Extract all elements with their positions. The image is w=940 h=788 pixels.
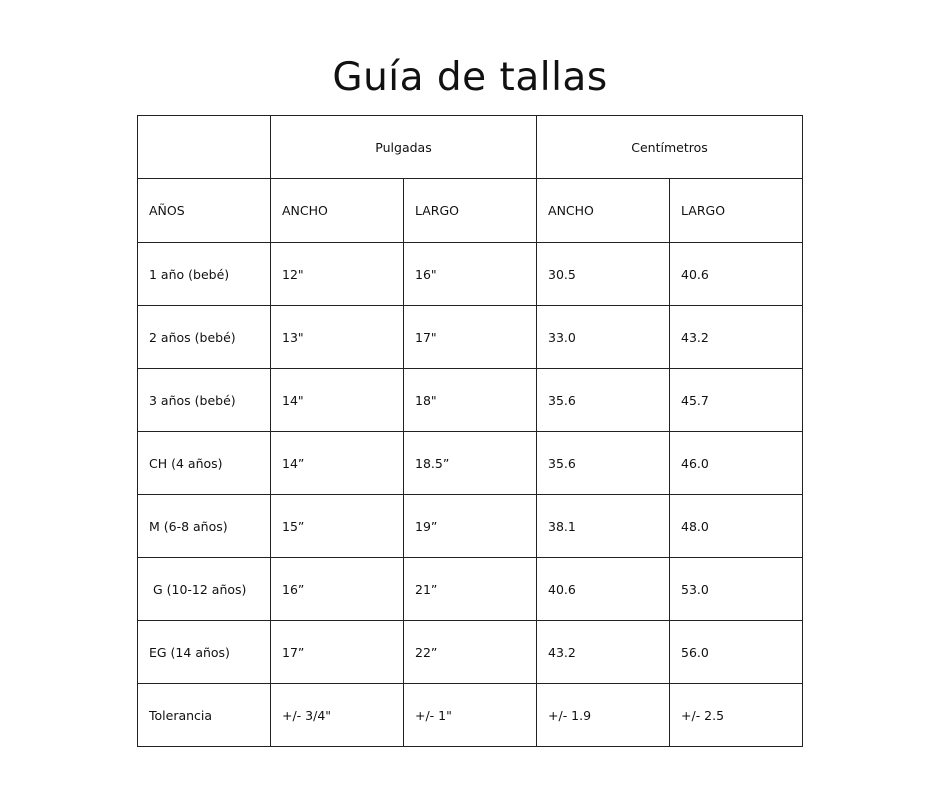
size-label-cell: Tolerancia (138, 684, 271, 747)
column-header-width-in: ANCHO (271, 179, 404, 243)
length-cm-cell: 53.0 (670, 558, 803, 621)
empty-corner-cell (138, 116, 271, 179)
length-in-cell: 18" (404, 369, 537, 432)
width-in-cell: 16” (271, 558, 404, 621)
group-header-centimeters: Centímetros (537, 116, 803, 179)
table-row (138, 306, 803, 369)
group-header-row (138, 116, 803, 179)
size-label-cell: G (10-12 años) (138, 558, 271, 621)
length-in-cell: 21” (404, 558, 537, 621)
size-chart-table (137, 115, 803, 747)
table-row (138, 243, 803, 306)
length-cm-cell: 48.0 (670, 495, 803, 558)
width-in-cell: 14" (271, 369, 404, 432)
width-in-cell: 15” (271, 495, 404, 558)
column-header-age: AÑOS (138, 179, 271, 243)
width-cm-cell: 38.1 (537, 495, 670, 558)
width-in-cell: +/- 3/4" (271, 684, 404, 747)
size-label-cell: 1 año (bebé) (138, 243, 271, 306)
column-header-length-in: LARGO (404, 179, 537, 243)
length-in-cell: 18.5” (404, 432, 537, 495)
size-label-cell: M (6-8 años) (138, 495, 271, 558)
page-title: Guía de tallas (332, 55, 608, 100)
table-row (138, 621, 803, 684)
length-cm-cell: 45.7 (670, 369, 803, 432)
group-header-inches: Pulgadas (271, 116, 537, 179)
width-cm-cell: 30.5 (537, 243, 670, 306)
size-label-cell: CH (4 años) (138, 432, 271, 495)
length-cm-cell: 46.0 (670, 432, 803, 495)
length-in-cell: 19” (404, 495, 537, 558)
length-cm-cell: 40.6 (670, 243, 803, 306)
size-label-cell: EG (14 años) (138, 621, 271, 684)
length-cm-cell: +/- 2.5 (670, 684, 803, 747)
width-in-cell: 17” (271, 621, 404, 684)
width-cm-cell: 33.0 (537, 306, 670, 369)
table-row (138, 369, 803, 432)
column-header-row (138, 179, 803, 243)
column-header-width-cm: ANCHO (537, 179, 670, 243)
table-row (138, 432, 803, 495)
width-in-cell: 13" (271, 306, 404, 369)
table-row (138, 495, 803, 558)
length-cm-cell: 43.2 (670, 306, 803, 369)
width-cm-cell: +/- 1.9 (537, 684, 670, 747)
column-header-length-cm: LARGO (670, 179, 803, 243)
length-cm-cell: 56.0 (670, 621, 803, 684)
length-in-cell: 17" (404, 306, 537, 369)
width-cm-cell: 40.6 (537, 558, 670, 621)
length-in-cell: 16" (404, 243, 537, 306)
width-cm-cell: 43.2 (537, 621, 670, 684)
size-label-cell: 2 años (bebé) (138, 306, 271, 369)
width-cm-cell: 35.6 (537, 369, 670, 432)
table-row-tolerance (138, 684, 803, 747)
size-label-cell: 3 años (bebé) (138, 369, 271, 432)
width-cm-cell: 35.6 (537, 432, 670, 495)
width-in-cell: 14” (271, 432, 404, 495)
table-row (138, 558, 803, 621)
length-in-cell: +/- 1" (404, 684, 537, 747)
width-in-cell: 12" (271, 243, 404, 306)
length-in-cell: 22” (404, 621, 537, 684)
